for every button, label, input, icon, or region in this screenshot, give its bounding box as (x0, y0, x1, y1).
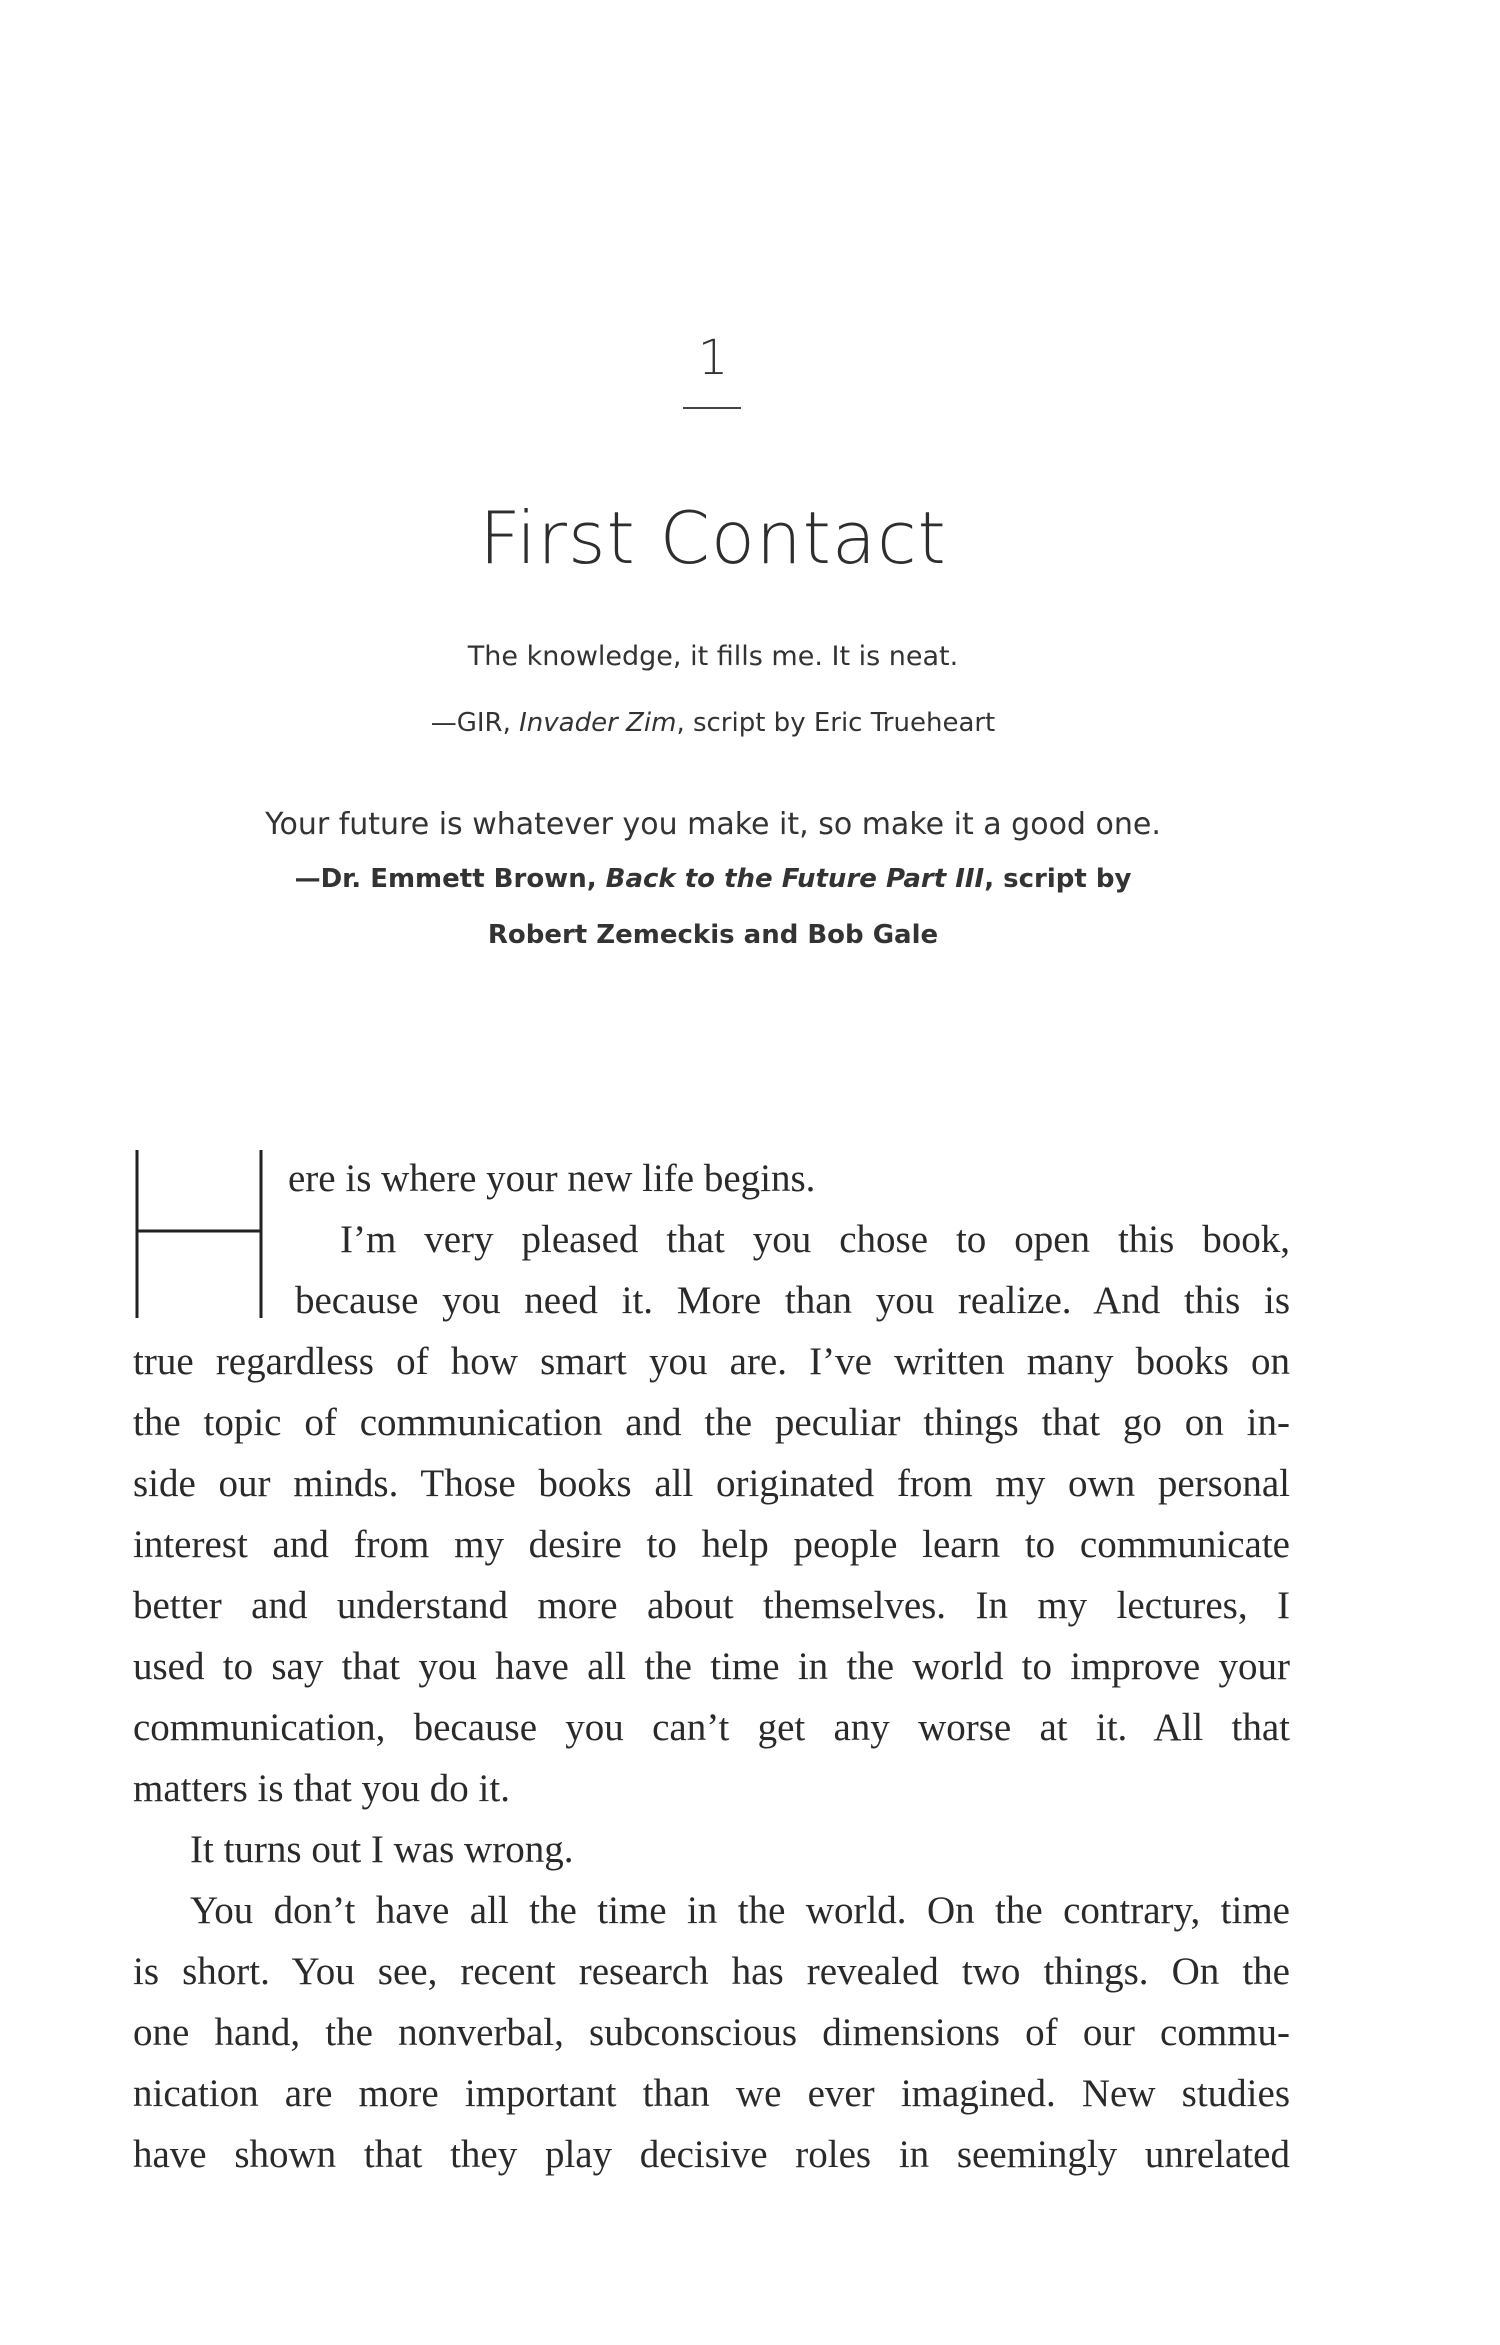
chapter-number: 1 (697, 330, 729, 386)
body-line: better and understand more about themselves. In my lectures, I (133, 1584, 1290, 1627)
chapter-rule (683, 407, 741, 409)
body-line: true regardless of how smart you are. I’ve written many books on (133, 1340, 1290, 1383)
body-line: You don’t have all the time in the world. On the contrary, time (190, 1889, 1290, 1932)
epigraph-2-attribution-prefix: —Dr. Emmett Brown, (294, 864, 606, 894)
drop-cap (134, 1150, 264, 1320)
epigraph-2-attribution-work: Back to the Future Part III (605, 864, 985, 894)
body-line: one hand, the nonverbal, subconscious dimensions of our commu- (133, 2011, 1290, 2054)
body-line: nication are more important than we ever imagined. New studies (133, 2072, 1290, 2115)
epigraph-1-attribution-suffix: , script by Eric Trueheart (676, 708, 996, 738)
epigraph-1-attribution-prefix: —GIR, (430, 708, 520, 738)
body-line: side our minds. Those books all originated from my own personal (133, 1462, 1290, 1505)
body-line: communication, because you can’t get any worse at it. All that (133, 1706, 1290, 1749)
epigraph-2-quote: Your future is whatever you make it, so make it a good one. (265, 807, 1161, 842)
body-line: I’m very pleased that you chose to open this book, (340, 1218, 1290, 1261)
body-line: the topic of communication and the peculiar things that go on in- (133, 1401, 1290, 1444)
body-line: It turns out I was wrong. (190, 1828, 574, 1871)
epigraph-2-attribution-suffix: , script by (984, 864, 1132, 894)
body-line: ere is where your new life begins. (288, 1157, 816, 1200)
body-line: interest and from my desire to help people learn to communicate (133, 1523, 1290, 1566)
body-line: have shown that they play decisive roles in seemingly unrelated (133, 2133, 1290, 2176)
epigraph-1-attribution-work: Invader Zim (519, 708, 677, 738)
body-line: because you need it. More than you realize. And this is (295, 1279, 1290, 1322)
epigraph-2-attribution-line2: Robert Zemeckis and Bob Gale (487, 920, 939, 950)
epigraph-1-quote: The knowledge, it fills me. It is neat. (467, 641, 959, 672)
body-line: is short. You see, recent research has revealed two things. On the (133, 1950, 1290, 1993)
epigraph-2-attribution (0, 864, 1426, 894)
body-line: matters is that you do it. (133, 1767, 510, 1810)
chapter-title: First Contact (479, 496, 947, 580)
epigraph-1-attribution (0, 708, 1426, 738)
body-line: used to say that you have all the time in the world to improve your (133, 1645, 1290, 1688)
